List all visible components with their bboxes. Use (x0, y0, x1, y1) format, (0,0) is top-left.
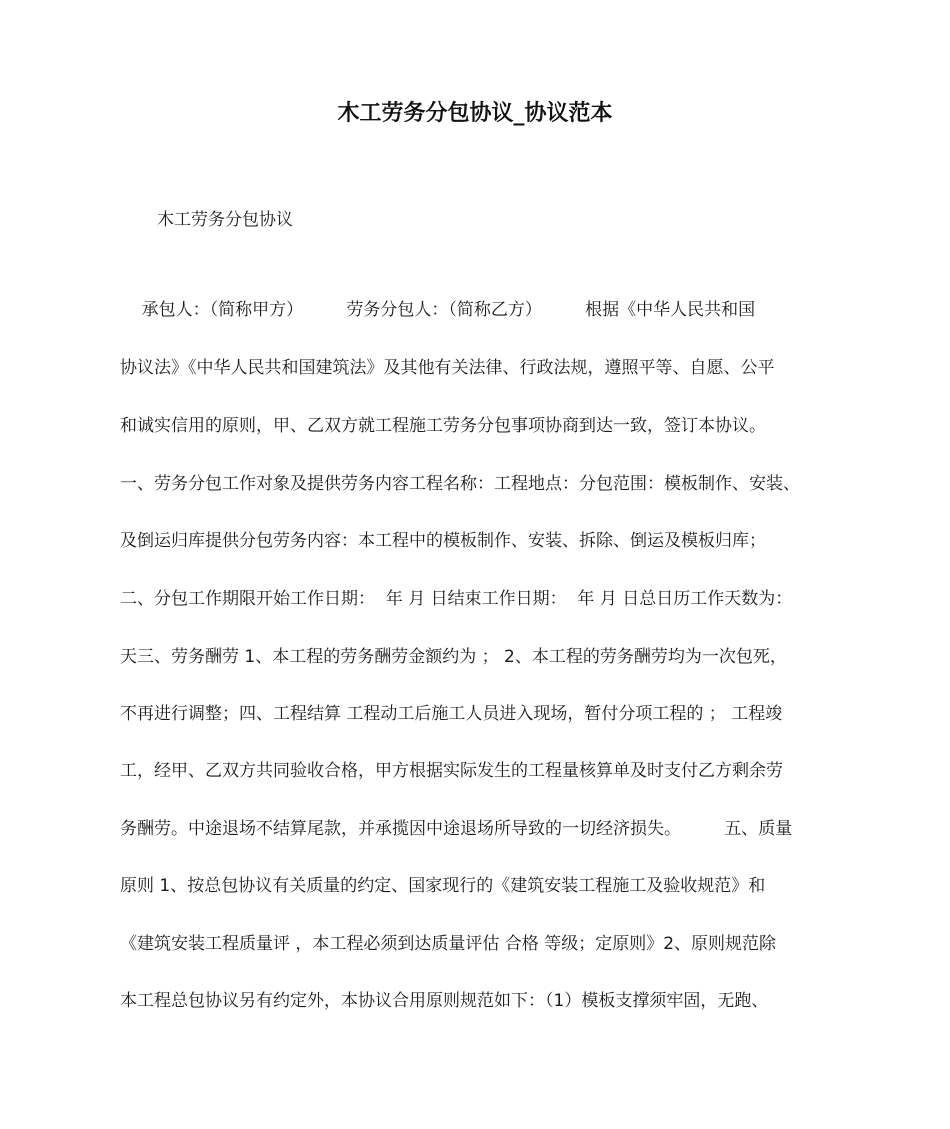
body-line: 天三、劳务酬劳 1、本工程的劳务酬劳金额约为 ； 2、本工程的劳务酬劳均为一次包死， (120, 647, 787, 667)
body-line: 《建筑安装工程质量评 ，本工程必须到达质量评估 合格 等级；定原则》2、原则规范除 (120, 934, 777, 954)
body-line: 本工程总包协议另有约定外，本协议合用原则规范如下：（1）模板支撑须牢固，无跑、 (120, 991, 769, 1011)
body-line: 二、分包工作期限开始工作日期： 年 月 日结束工作日期： 年 月 日总日历工作天数为： (120, 589, 793, 609)
body-line: 和诚实信用的原则，甲、乙双方就工程施工劳务分包事项协商到达一致，签订本协议。 (120, 416, 766, 436)
page-title: 木工劳务分包协议_协议范本 (337, 101, 613, 126)
body-line: 协议法》《中华人民共和国建筑法》及其他有关法律、行政法规，遵照平等、自愿、公平 (120, 358, 775, 378)
body-line: 务酬劳。中途退场不结算尾款，并承揽因中途退场所导致的一切经济损失。 五、质量 (120, 819, 793, 839)
body-line: 承包人：（简称甲方） 劳务分包人：（简称乙方） 根据《中华人民共和国 (120, 300, 756, 320)
body-line: 原则 1、按总包协议有关质量的约定、国家现行的《建筑安装工程施工及验收规范》和 (120, 876, 766, 896)
document-subtitle: 木工劳务分包协议 (157, 210, 293, 230)
body-line: 工，经甲、乙双方共同验收合格，甲方根据实际发生的工程量核算单及时支付乙方剩余劳 (120, 761, 783, 781)
body-line: 一、劳务分包工作对象及提供劳务内容工程名称：工程地点：分包范围：模板制作、安装、 (120, 474, 800, 494)
body-line: 及倒运归库提供分包劳务内容：本工程中的模板制作、安装、拆除、倒运及模板归库； (120, 531, 766, 551)
body-line: 不再进行调整；四、工程结算 工程动工后施工人员进入现场，暂付分项工程的 ； 工程竣 (120, 704, 783, 724)
